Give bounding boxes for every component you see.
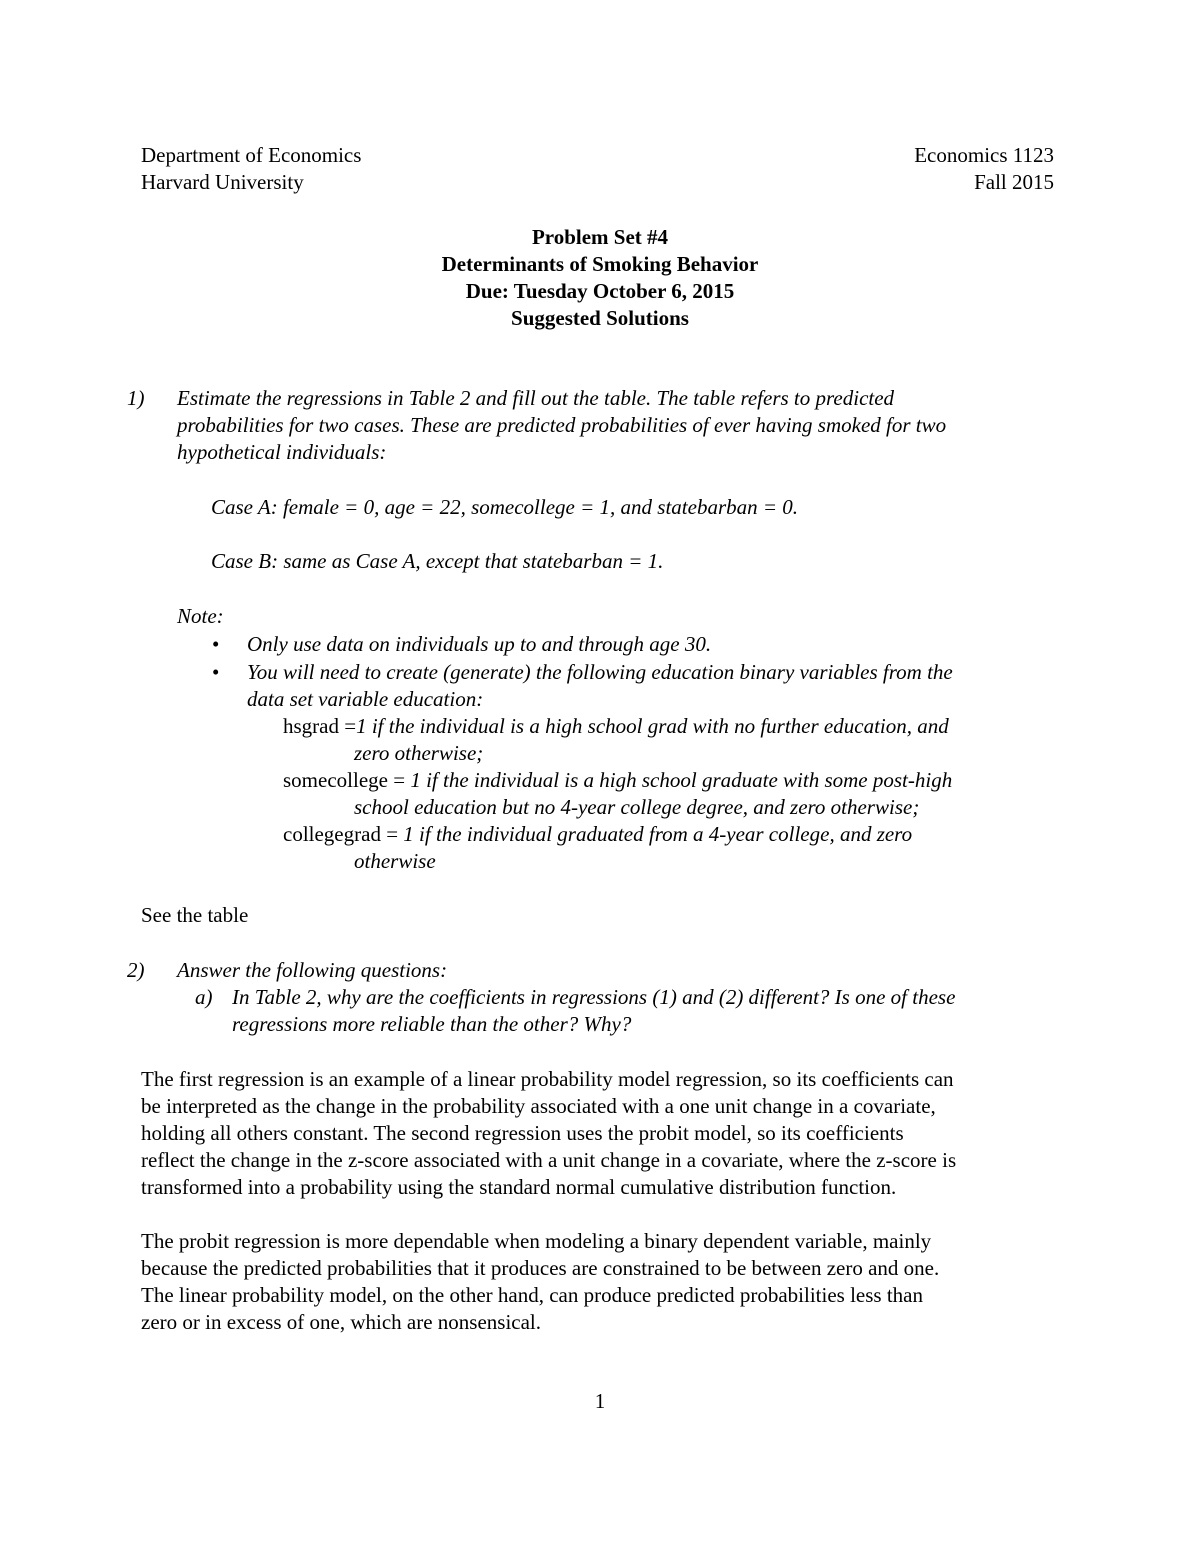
title-line-4: Suggested Solutions: [511, 306, 689, 330]
header-row-1: [141, 142, 1054, 169]
question-1-line-2: probabilities for two cases. These are predicted probabilities of ever having smoked for two: [177, 413, 947, 437]
answer-1: See the table: [141, 903, 249, 927]
university-name: Harvard University: [141, 170, 304, 194]
term: Fall 2015: [974, 170, 1054, 194]
document-title: [0, 224, 1200, 332]
hsgrad-definition-1: 1 if the individual is a high school grad with no further education, and: [356, 714, 949, 738]
question-2-number: 2): [127, 958, 145, 982]
hsgrad-definition-2: zero otherwise;: [354, 741, 484, 765]
question-2-intro: Answer the following questions:: [177, 958, 448, 982]
answer-2-paragraph-1-line-1: The first regression is an example of a linear probability model regression, so its coefficients can: [141, 1067, 954, 1091]
answer-2-paragraph-1-line-2: be interpreted as the change in the probability associated with a one unit change in a covariate,: [141, 1094, 936, 1118]
header-row-2: [141, 169, 1054, 196]
title-line-1: Problem Set #4: [531, 225, 669, 249]
collegegrad-name: collegegrad =: [283, 822, 404, 846]
answer-2-paragraph-2-line-3: The linear probability model, on the other hand, can produce predicted probabilities less than: [141, 1283, 924, 1307]
answer-2-paragraph-2-line-4: zero or in excess of one, which are nonsensical.: [141, 1310, 542, 1334]
question-2a-label: a): [195, 985, 213, 1009]
answer-2-paragraph-2-line-2: because the predicted probabilities that it produces are constrained to be between zero and one.: [141, 1256, 940, 1280]
somecollege-name: somecollege =: [283, 768, 411, 792]
question-2a-line-1: In Table 2, why are the coefficients in regressions (1) and (2) different? Is one of these: [232, 985, 956, 1009]
question-1-line-3: hypothetical individuals:: [177, 440, 387, 464]
bullet-2-line-1: You will need to create (generate) the following education binary variables from the: [247, 660, 953, 684]
answer-2-paragraph-2-line-1: The probit regression is more dependable when modeling a binary dependent variable, mainly: [141, 1229, 932, 1253]
bullet-2-marker: •: [212, 660, 220, 684]
collegegrad-definition-1: 1 if the individual graduated from a 4-year college, and zero: [403, 822, 913, 846]
case-b: Case B: same as Case A, except that statebarban = 1.: [211, 549, 664, 573]
question-2a-line-2: regressions more reliable than the other? Why?: [232, 1012, 632, 1036]
answer-2-paragraph-1-line-4: reflect the change in the z-score associated with a unit change in a covariate, where the z-score is: [141, 1148, 957, 1172]
bullet-2-line-2: data set variable education:: [247, 687, 484, 711]
page-number: 1: [594, 1389, 606, 1413]
somecollege-definition-2: school education but no 4-year college degree, and zero otherwise;: [354, 795, 920, 819]
somecollege-variable: [283, 767, 952, 794]
hsgrad-variable: [283, 713, 949, 740]
case-a: Case A: female = 0, age = 22, somecollege = 1, and statebarban = 0.: [211, 495, 799, 519]
note-label: Note:: [177, 604, 224, 628]
bullet-1-text: Only use data on individuals up to and through age 30.: [247, 632, 712, 656]
department-name: Department of Economics: [141, 143, 362, 167]
collegegrad-definition-2: otherwise: [354, 849, 436, 873]
answer-2-paragraph-1-line-3: holding all others constant. The second regression uses the probit model, so its coefficients: [141, 1121, 904, 1145]
question-1-number: 1): [127, 386, 145, 410]
collegegrad-variable: [283, 821, 912, 848]
answer-2-paragraph-1-line-5: transformed into a probability using the standard normal cumulative distribution function.: [141, 1175, 897, 1199]
course-number: Economics 1123: [914, 143, 1054, 167]
hsgrad-name: hsgrad =: [283, 714, 357, 738]
title-line-3: Due: Tuesday October 6, 2015: [465, 279, 735, 303]
question-1-line-1: Estimate the regressions in Table 2 and fill out the table. The table refers to predicted: [177, 386, 895, 410]
bullet-1-marker: •: [212, 632, 220, 656]
somecollege-definition-1: 1 if the individual is a high school graduate with some post-high: [410, 768, 953, 792]
title-line-2: Determinants of Smoking Behavior: [441, 252, 759, 276]
